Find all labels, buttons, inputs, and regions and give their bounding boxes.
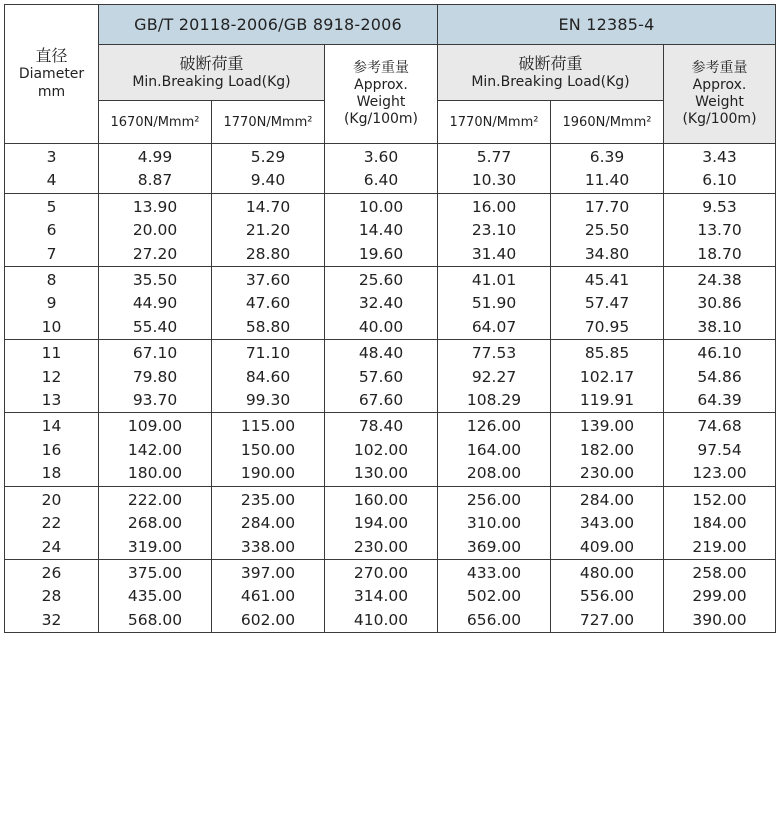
cell-value: 41.01 [471, 271, 517, 290]
cell-value: 369.00 [466, 537, 522, 556]
value-cell [99, 193, 212, 266]
diameter-cell [5, 340, 99, 413]
value-cell [99, 413, 212, 486]
table-row [5, 559, 776, 632]
cell-value: 182.00 [579, 440, 635, 459]
weight-unit: (Kg/100m) [343, 111, 419, 127]
cell-value: 480.00 [579, 563, 635, 582]
value-cell [99, 486, 212, 559]
cell-value: 14.70 [245, 197, 291, 216]
cell-value: 126.00 [466, 417, 522, 436]
diameter-cell [5, 559, 99, 632]
diameter-value: 12 [41, 367, 62, 386]
table-row [5, 340, 776, 413]
grade-en-1960: 1960N/Mmm² [551, 101, 664, 144]
cell-value: 57.47 [584, 294, 630, 313]
cell-value: 6.10 [702, 171, 737, 190]
cell-value: 10.30 [471, 171, 517, 190]
table-row [5, 193, 776, 266]
cell-value: 38.10 [697, 317, 742, 336]
cell-value: 3.43 [702, 148, 737, 166]
value-cell [325, 340, 438, 413]
value-cell [438, 193, 551, 266]
value-cell [99, 267, 212, 340]
cell-value: 13.90 [132, 197, 178, 216]
cell-value: 319.00 [127, 537, 183, 556]
diameter-value: 22 [41, 514, 62, 533]
cell-value: 338.00 [240, 537, 296, 556]
value-cell [664, 267, 776, 340]
value-cell [438, 413, 551, 486]
cell-value: 4.99 [137, 148, 173, 166]
value-cell [551, 267, 664, 340]
value-cell [325, 144, 438, 194]
cell-value: 164.00 [466, 440, 522, 459]
table-header [5, 5, 776, 144]
value-cell [664, 340, 776, 413]
cell-value: 115.00 [240, 417, 296, 436]
cell-value: 268.00 [127, 514, 183, 533]
weight-label-en-1: Approx. [692, 77, 747, 93]
cell-value: 9.53 [702, 197, 737, 216]
cell-value: 17.70 [584, 197, 630, 216]
weight-unit: (Kg/100m) [682, 111, 757, 127]
diameter-value: 11 [41, 344, 62, 363]
cell-value: 435.00 [127, 587, 183, 606]
cell-value: 35.50 [132, 271, 178, 290]
cell-value: 93.70 [132, 391, 178, 410]
value-cell [438, 340, 551, 413]
cell-value: 5.29 [250, 148, 286, 166]
value-cell [99, 144, 212, 194]
value-cell [212, 413, 325, 486]
en-weight-header [664, 45, 776, 144]
cell-value: 28.80 [245, 244, 291, 263]
table-row [5, 267, 776, 340]
diameter-value: 10 [41, 317, 62, 336]
cell-value: 57.60 [358, 367, 404, 386]
cell-value: 299.00 [692, 587, 747, 606]
weight-label-cn: 参考重量 [691, 60, 748, 76]
cell-value: 433.00 [466, 563, 522, 582]
cell-value: 78.40 [358, 417, 404, 436]
cell-value: 25.50 [584, 221, 630, 240]
cell-value: 19.60 [358, 244, 404, 263]
cell-value: 46.10 [697, 344, 742, 363]
value-cell [551, 486, 664, 559]
gb-weight-header [325, 45, 438, 144]
cell-value: 10.00 [358, 197, 404, 216]
cell-value: 123.00 [692, 464, 747, 483]
diameter-cell [5, 486, 99, 559]
grade-en-1770: 1770N/Mmm² [438, 101, 551, 144]
diameter-value: 6 [46, 221, 57, 240]
cell-value: 16.00 [471, 197, 517, 216]
table-row [5, 413, 776, 486]
cell-value: 102.00 [353, 440, 409, 459]
cell-value: 390.00 [692, 610, 747, 629]
diameter-cell [5, 413, 99, 486]
cell-value: 258.00 [692, 563, 747, 582]
cell-value: 23.10 [471, 221, 517, 240]
cell-value: 6.40 [363, 171, 399, 190]
diameter-cell [5, 267, 99, 340]
cell-value: 85.85 [584, 344, 630, 363]
value-cell [438, 559, 551, 632]
cell-value: 64.07 [471, 317, 517, 336]
wire-rope-spec-table [4, 4, 776, 633]
cell-value: 55.40 [132, 317, 178, 336]
value-cell [325, 413, 438, 486]
cell-value: 656.00 [466, 610, 522, 629]
value-cell [325, 267, 438, 340]
cell-value: 47.60 [245, 294, 291, 313]
cell-value: 92.27 [471, 367, 517, 386]
diameter-value: 7 [46, 244, 57, 263]
grade-gb-1770: 1770N/Mmm² [212, 101, 325, 144]
cell-value: 9.40 [250, 171, 286, 190]
cell-value: 119.91 [579, 391, 635, 410]
value-cell [212, 144, 325, 194]
gb-breaking-load-header [99, 45, 325, 101]
cell-value: 409.00 [579, 537, 635, 556]
cell-value: 180.00 [127, 464, 183, 483]
cell-value: 6.39 [589, 148, 625, 166]
diameter-unit: mm [37, 84, 66, 100]
cell-value: 108.29 [466, 391, 522, 410]
diameter-value: 4 [46, 171, 57, 190]
cell-value: 21.20 [245, 221, 291, 240]
value-cell [664, 559, 776, 632]
cell-value: 54.86 [697, 367, 742, 386]
table-row [5, 144, 776, 194]
value-cell [212, 559, 325, 632]
value-cell [551, 193, 664, 266]
cell-value: 314.00 [353, 587, 409, 606]
cell-value: 77.53 [471, 344, 517, 363]
diameter-value: 20 [41, 490, 62, 509]
cell-value: 31.40 [471, 244, 517, 263]
cell-value: 34.80 [584, 244, 630, 263]
cell-value: 3.60 [363, 148, 399, 166]
cell-value: 67.10 [132, 344, 178, 363]
value-cell [99, 340, 212, 413]
cell-value: 37.60 [245, 271, 291, 290]
cell-value: 45.41 [584, 271, 630, 290]
cell-value: 14.40 [358, 221, 404, 240]
cell-value: 44.90 [132, 294, 178, 313]
value-cell [551, 144, 664, 194]
diameter-label-cn: 直径 [35, 46, 68, 65]
cell-value: 58.80 [245, 317, 291, 336]
cell-value: 18.70 [697, 244, 742, 263]
cell-value: 256.00 [466, 490, 522, 509]
standard-en-header: EN 12385-4 [438, 5, 776, 45]
breaking-load-label-en: Min.Breaking Load(Kg) [471, 73, 630, 90]
weight-label-en-2: Weight [356, 94, 406, 110]
value-cell [212, 486, 325, 559]
cell-value: 40.00 [358, 317, 404, 336]
cell-value: 461.00 [240, 587, 296, 606]
value-cell [664, 144, 776, 194]
cell-value: 310.00 [466, 514, 522, 533]
value-cell [212, 340, 325, 413]
cell-value: 194.00 [353, 514, 409, 533]
cell-value: 13.70 [697, 221, 742, 240]
value-cell [325, 486, 438, 559]
cell-value: 51.90 [471, 294, 517, 313]
cell-value: 152.00 [692, 490, 747, 509]
cell-value: 284.00 [579, 490, 635, 509]
cell-value: 11.40 [584, 171, 630, 190]
cell-value: 568.00 [127, 610, 183, 629]
diameter-value: 26 [41, 563, 62, 582]
diameter-label-en: Diameter [18, 66, 85, 82]
diameter-header [5, 5, 99, 144]
cell-value: 397.00 [240, 563, 296, 582]
diameter-value: 28 [41, 587, 62, 606]
diameter-value: 8 [46, 271, 57, 290]
diameter-value: 32 [41, 610, 62, 629]
value-cell [325, 559, 438, 632]
cell-value: 20.00 [132, 221, 178, 240]
cell-value: 32.40 [358, 294, 404, 313]
cell-value: 230.00 [579, 464, 635, 483]
diameter-value: 14 [41, 417, 62, 436]
diameter-cell [5, 193, 99, 266]
diameter-value: 3 [46, 148, 57, 166]
diameter-value: 5 [46, 197, 57, 216]
cell-value: 70.95 [584, 317, 630, 336]
value-cell [551, 559, 664, 632]
cell-value: 25.60 [358, 271, 404, 290]
value-cell [438, 267, 551, 340]
cell-value: 208.00 [466, 464, 522, 483]
value-cell [664, 413, 776, 486]
cell-value: 84.60 [245, 367, 291, 386]
cell-value: 602.00 [240, 610, 296, 629]
cell-value: 64.39 [697, 391, 742, 410]
cell-value: 102.17 [579, 367, 635, 386]
cell-value: 556.00 [579, 587, 635, 606]
cell-value: 109.00 [127, 417, 183, 436]
cell-value: 97.54 [697, 440, 742, 459]
cell-value: 284.00 [240, 514, 296, 533]
breaking-load-label-cn: 破断荷重 [518, 53, 583, 73]
value-cell [551, 413, 664, 486]
grade-gb-1670: 1670N/Mmm² [99, 101, 212, 144]
cell-value: 8.87 [137, 171, 173, 190]
value-cell [664, 193, 776, 266]
value-cell [438, 486, 551, 559]
cell-value: 67.60 [358, 391, 404, 410]
weight-label-cn: 参考重量 [353, 60, 409, 76]
cell-value: 130.00 [353, 464, 409, 483]
diameter-value: 18 [41, 464, 62, 483]
cell-value: 502.00 [466, 587, 522, 606]
cell-value: 235.00 [240, 490, 296, 509]
diameter-value: 24 [41, 537, 62, 556]
cell-value: 27.20 [132, 244, 178, 263]
cell-value: 343.00 [579, 514, 635, 533]
breaking-load-label-en: Min.Breaking Load(Kg) [132, 73, 291, 90]
cell-value: 150.00 [240, 440, 296, 459]
value-cell [438, 144, 551, 194]
cell-value: 30.86 [697, 294, 742, 313]
value-cell [99, 559, 212, 632]
cell-value: 410.00 [353, 610, 409, 629]
cell-value: 99.30 [245, 391, 291, 410]
table-body [5, 144, 776, 633]
cell-value: 160.00 [353, 490, 409, 509]
value-cell [551, 340, 664, 413]
diameter-value: 13 [41, 391, 62, 410]
cell-value: 375.00 [127, 563, 183, 582]
cell-value: 5.77 [476, 148, 512, 166]
standard-gb-header: GB/T 20118-2006/GB 8918-2006 [99, 5, 438, 45]
cell-value: 24.38 [697, 271, 742, 290]
value-cell [325, 193, 438, 266]
cell-value: 270.00 [353, 563, 409, 582]
cell-value: 48.40 [358, 344, 404, 363]
cell-value: 727.00 [579, 610, 635, 629]
cell-value: 184.00 [692, 514, 747, 533]
cell-value: 79.80 [132, 367, 178, 386]
weight-label-en-2: Weight [695, 94, 744, 110]
cell-value: 139.00 [579, 417, 635, 436]
en-breaking-load-header [438, 45, 664, 101]
diameter-cell [5, 144, 99, 194]
diameter-value: 9 [46, 294, 57, 313]
breaking-load-label-cn: 破断荷重 [179, 53, 244, 73]
cell-value: 190.00 [240, 464, 296, 483]
table-row [5, 486, 776, 559]
cell-value: 222.00 [127, 490, 183, 509]
cell-value: 142.00 [127, 440, 183, 459]
value-cell [212, 267, 325, 340]
cell-value: 71.10 [245, 344, 291, 363]
value-cell [212, 193, 325, 266]
weight-label-en-1: Approx. [354, 77, 408, 93]
cell-value: 230.00 [353, 537, 409, 556]
value-cell [664, 486, 776, 559]
cell-value: 219.00 [692, 537, 747, 556]
diameter-value: 16 [41, 440, 62, 459]
cell-value: 74.68 [697, 417, 742, 436]
